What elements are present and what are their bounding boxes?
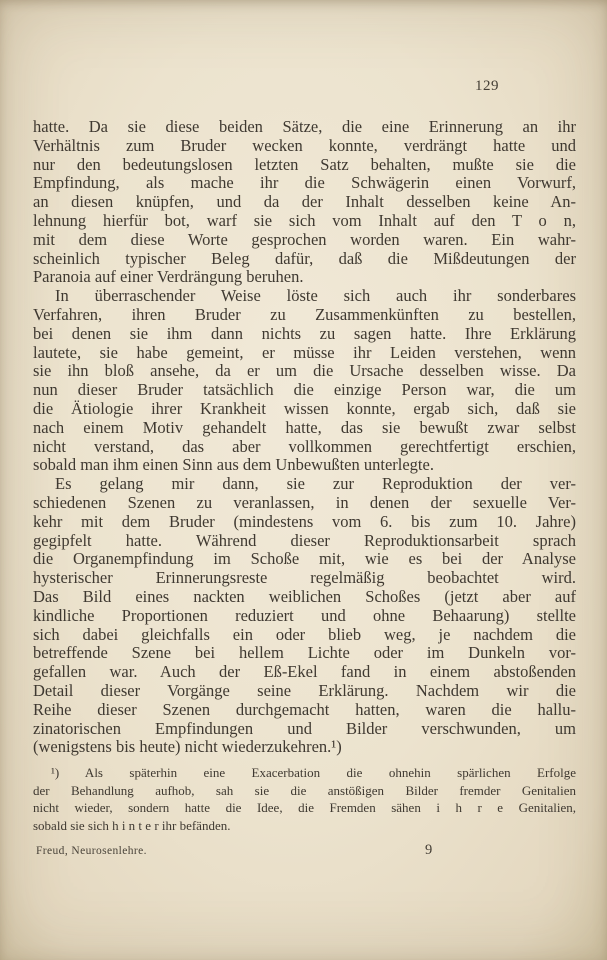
text-line: hatte. Da sie diese beiden Sätze, die eine Erinnerung an ihr [33,117,576,136]
text-line: lehnung hierfür bot, warf sie sich vom Inhalt auf den T o n, [33,210,576,230]
footnote-line: nicht wieder, sondern hatte die Idee, die Fremden sähen i h r e Genitalien, [33,800,576,816]
text-line: nun dieser Bruder tatsächlich die einzige Person war, die um [33,380,576,400]
text-line: scheinlich typischer Beleg dafür, daß die Mißdeutungen der [33,248,576,268]
text-line: Empfindung, als mache ihr die Schwägerin einen Vorwurf, [33,173,576,193]
footnote [33,764,576,834]
text-line: Reihe dieser Szenen durchgemacht hatten, waren die hallu- [33,699,576,719]
text-line: die Organempfindung im Schoße mit, wie es bei der Analyse [33,549,576,569]
text-line: kindliche Proportionen reduziert und ohne Behaarung) stellte [33,605,576,625]
text-block [33,118,576,757]
footnote-line: der Behandlung aufhob, sah sie die anstößigen Bilder fremder Genitalien [33,782,576,798]
text-line: bei denen sie ihm dann nichts zu sagen hatte. Ihre Erklärung [33,323,576,343]
text-line: Verfahren, ihren Bruder zu Zusammenkünften zu bestellen, [33,304,576,324]
text-line: an diesen knüpfen, und da der Inhalt desselben keine An- [33,192,576,212]
text-line: gefallen war. Auch der Eß-Ekel fand in einem abstoßenden [33,662,576,682]
text-line: mit dem diese Worte gesprochen worden waren. Ein wahr- [33,229,576,249]
text-line: Das Bild eines nackten weiblichen Schoßes (jetzt aber auf [33,586,576,606]
text-line: nach einem Motiv gehandelt hatte, das sie bewußt zwar selbst [33,417,576,437]
paragraph [33,475,576,757]
text-line: sich dabei gleichfalls ein oder blieb weg, je nachdem die [33,624,576,644]
text-line: Es gelang mir dann, sie zur Reproduktion der ver- [55,474,576,494]
footnote-line: ¹) Als späterhin eine Exacerbation die ohnehin spärlichen Erfolge [51,765,576,780]
text-line: zinatorischen Empfindungen und Bilder verschwunden, um [33,718,576,738]
text-line: kehr mit dem Bruder (mindestens vom 6. bis zum 10. Jahre) [33,511,576,531]
text-line: schiedenen Szenen zu veranlassen, in denen der sexuelle Ver- [33,492,576,512]
page-number: 129 [475,78,499,94]
text-line: nicht verstand, das aber vollkommen gerechtfertigt erschien, [33,436,576,456]
text-line: nur den bedeutungslosen letzten Satz behalten, mußte sie die [33,154,576,174]
text-line: gegipfelt hatte. Während dieser Reproduktionsarbeit sprach [33,530,576,550]
text-line: Detail dieser Vorgänge seine Erklärung. Nachdem wir die [33,680,576,700]
text-line: sobald man ihm einen Sinn aus dem Unbewußten unterlegte. [33,455,434,475]
footer-work-title: Freud, Neurosenlehre. [36,845,147,857]
text-line: In überraschender Weise löste sich auch ihr sonderbares [55,286,576,306]
text-line: hysterischer Erinnerungsreste regelmäßig beobachtet wird. [33,568,576,588]
paragraph [33,118,576,287]
text-line: Paranoia auf einer Verdrängung beruhen. [33,267,304,287]
signature-mark: 9 [425,842,433,858]
text-line: sie ihn bloß ansehe, da er um die Ursache desselben wisse. Da [33,361,576,381]
footnote-line: sobald sie sich h i n t e r ihr befänden. [33,817,231,833]
text-line: lautete, sie habe gemeint, er müsse ihr Leiden verstehen, wenn [33,342,576,362]
running-footer [33,842,576,860]
text-line: Verhältnis zum Bruder wecken konnte, verdrängt hatte und [33,135,576,155]
text-line: (wenigstens bis heute) nicht wiederzukehren.¹) [33,737,342,757]
paragraph [33,287,576,475]
text-line: die Ätiologie ihrer Krankheit wissen konnte, ergab sich, daß sie [33,398,576,418]
text-line: betreffende Szene bei hellem Lichte oder im Dunkeln vor- [33,643,576,663]
